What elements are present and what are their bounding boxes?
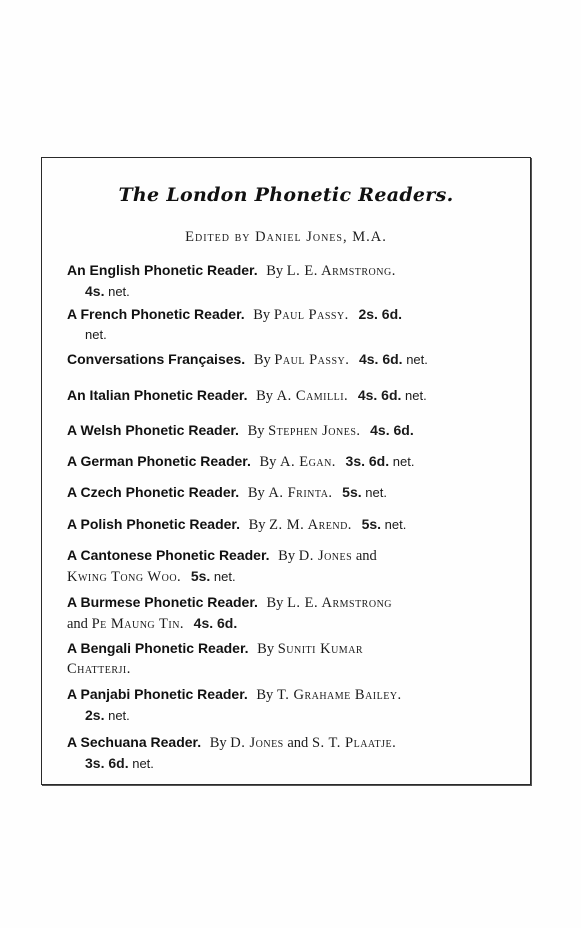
list-item: [67, 732, 508, 774]
list-item: [67, 385, 508, 406]
entry-title: A German Phonetic Reader.: [67, 453, 251, 469]
entry-title: A Polish Phonetic Reader.: [67, 516, 240, 532]
advertisement-frame: [41, 157, 531, 785]
list-item: [67, 451, 508, 472]
entry-title: A Bengali Phonetic Reader.: [67, 640, 249, 656]
entry-price: 4s.: [85, 283, 105, 299]
entry-net: net.: [384, 517, 407, 532]
entry-author: D. Jones: [298, 548, 353, 564]
entry-by: By: [259, 454, 277, 470]
entry-price: 3s. 6d.: [345, 453, 390, 469]
series-heading: The London Phonetic Readers.: [118, 184, 454, 206]
entry-net: net.: [392, 454, 415, 469]
entry-by: By: [248, 517, 266, 533]
entry-continuation: [67, 705, 508, 726]
entry-price: 5s.: [342, 484, 362, 500]
entry-price: 5s.: [190, 568, 211, 584]
entry-title: A Sechuana Reader.: [67, 734, 202, 750]
entry-author: T. Grahame Bailey.: [276, 687, 402, 703]
entry-net: net.: [406, 352, 428, 367]
entry-author: L. E. Armstrong: [287, 595, 393, 611]
entry-title: A Czech Phonetic Reader.: [67, 484, 240, 500]
entry-author-2: Pe Maung Tin.: [91, 616, 185, 632]
entry-author-2: Kwing Tong Woo.: [67, 569, 182, 585]
entry-price: 4s. 6d.: [370, 422, 414, 438]
entry-continuation: [67, 613, 508, 634]
entry-continuation: [67, 281, 508, 302]
list-item: [67, 304, 508, 345]
entry-author-2: Chatterji.: [67, 661, 131, 677]
entry-by: By: [253, 307, 271, 323]
entry-by: By: [256, 388, 274, 404]
entry-by: By: [278, 548, 296, 564]
entry-continuation: [67, 753, 508, 774]
entry-price: 3s. 6d.: [85, 755, 129, 771]
entry-by: By: [209, 735, 227, 751]
entry-continuation: [67, 325, 508, 345]
entry-price: 5s.: [361, 516, 382, 532]
list-item: [67, 684, 508, 726]
entry-by: By: [247, 423, 265, 439]
entry-by: By: [253, 352, 271, 368]
entry-net: net.: [213, 569, 236, 584]
entry-price: 2s. 6d.: [358, 306, 403, 322]
list-item: [67, 420, 508, 441]
list-item: [67, 545, 508, 587]
entry-title: An Italian Phonetic Reader.: [67, 387, 248, 403]
entry-net: net.: [108, 708, 130, 723]
list-item: [67, 638, 508, 679]
entry-price: 4s. 6d.: [358, 351, 403, 367]
entry-price: 2s.: [85, 707, 105, 723]
entry-by: By: [256, 687, 274, 703]
entry-continuation: [67, 659, 508, 679]
entry-price: 4s. 6d.: [193, 615, 238, 631]
entry-author: Suniti Kumar: [277, 641, 364, 657]
entry-continuation: [67, 566, 508, 587]
list-item: [67, 260, 508, 302]
entry-by: By: [266, 263, 284, 279]
entry-net: net.: [108, 284, 130, 299]
entry-title: A Welsh Phonetic Reader.: [67, 422, 239, 438]
entry-title: A Cantonese Phonetic Reader.: [67, 547, 270, 563]
entry-author: A. Frinta.: [268, 485, 333, 501]
entry-net: net.: [132, 756, 154, 771]
entry-author: Paul Passy.: [274, 352, 350, 368]
entry-title: An English Phonetic Reader.: [67, 262, 258, 278]
entry-title: Conversations Françaises.: [67, 351, 246, 367]
entry-author: Stephen Jones.: [268, 423, 361, 439]
list-item: [67, 514, 508, 535]
entry-by: By: [247, 485, 265, 501]
list-item: [67, 349, 508, 370]
entry-net: net.: [405, 388, 427, 403]
list-item: [67, 592, 508, 634]
editor-line: Edited by Daniel Jones, M.A.: [185, 229, 387, 245]
list-item: [67, 482, 508, 503]
entry-net: net.: [365, 485, 387, 500]
entry-and: and: [355, 548, 377, 564]
entry-and: and: [287, 735, 309, 751]
entry-and: and: [67, 616, 88, 632]
entry-author: D. Jones: [230, 735, 284, 751]
entry-by: By: [257, 641, 275, 657]
entry-author: A. Egan.: [280, 454, 336, 470]
entry-title: A Burmese Phonetic Reader.: [67, 594, 258, 610]
entry-title: A French Phonetic Reader.: [67, 306, 245, 322]
entry-author-2: S. T. Plaatje.: [311, 735, 397, 751]
entry-net: net.: [85, 327, 107, 342]
entry-title: A Panjabi Phonetic Reader.: [67, 686, 248, 702]
entry-author: L. E. Armstrong.: [286, 263, 396, 279]
entry-author: Z. M. Arend.: [269, 517, 352, 533]
entry-author: A. Camilli.: [276, 388, 349, 404]
entry-author: Paul Passy.: [273, 307, 349, 323]
entry-by: By: [266, 595, 284, 611]
entry-price: 4s. 6d.: [357, 387, 402, 403]
